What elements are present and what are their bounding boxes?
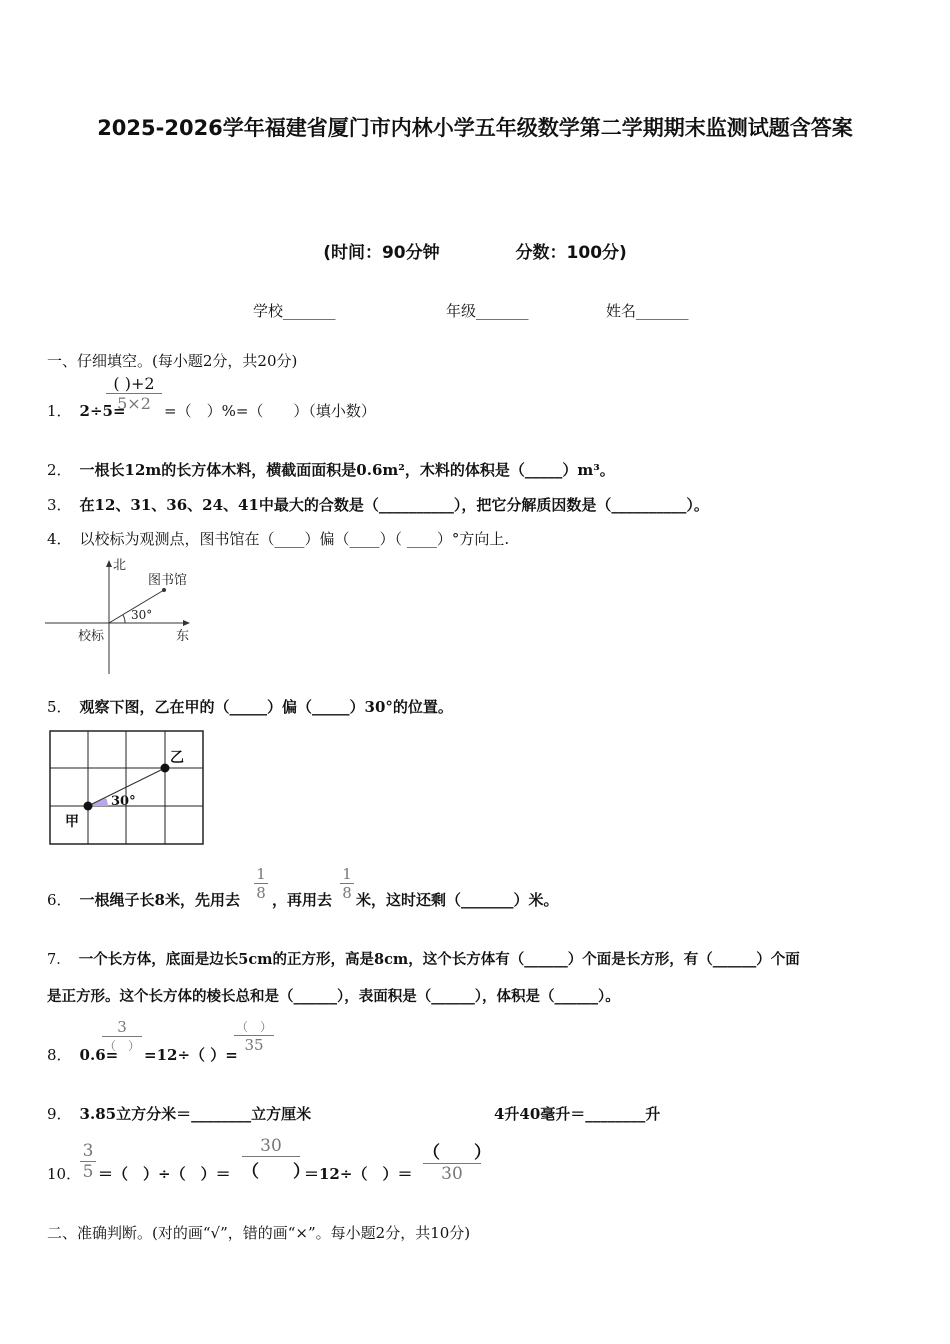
q1-fraction [106, 374, 162, 413]
q7-line2 [47, 985, 620, 1006]
q10-frac1-den: 5 [82, 1162, 94, 1182]
q3-number: 3． [47, 496, 72, 514]
section-1-heading: 一、仔细填空。(每小题2分，共20分) [47, 352, 298, 370]
q4-number: 4． [47, 530, 72, 548]
q2-number: 2． [47, 461, 72, 479]
q1-frac-numerator: ( )+2 [113, 374, 155, 393]
exam-info [0, 238, 950, 263]
q2-text: 一根长12m的长方体木料，横截面面积是0.6m²，木料的体积是（_____）m³。 [79, 461, 615, 479]
q6-number: 6． [47, 891, 72, 909]
q10-fraction-2 [242, 1136, 310, 1182]
name-field: 姓名_______ [606, 302, 689, 320]
q10-mid2-text: ＝12÷（ ）＝ [304, 1165, 413, 1183]
q8-frac1-num: 3 [117, 1018, 127, 1036]
point-a-label: 甲 [65, 814, 79, 830]
q6-frac1-num: 1 [256, 865, 266, 883]
q8-frac2-num: （ ） [235, 1020, 272, 1034]
q8-frac2-den: 35 [244, 1036, 264, 1054]
q9-right-text: 4升40毫升＝________升 [494, 1105, 661, 1123]
score-info: 分数：100分) [515, 243, 627, 263]
grid-angle-label: 30° [111, 794, 136, 809]
question-3 [47, 494, 709, 515]
q10-frac2-den: （ ） [242, 1162, 310, 1182]
q10-frac1-num: 3 [82, 1141, 94, 1161]
grade-field: 年级_______ [446, 302, 529, 320]
question-9 [47, 1103, 311, 1124]
q9-right [494, 1103, 660, 1124]
q10-number: 10． [47, 1165, 82, 1183]
q6-frac2-den: 8 [342, 884, 352, 902]
q6-part3 [356, 889, 559, 910]
q6-fraction-2 [340, 865, 354, 902]
question-5 [47, 696, 453, 717]
q8-mid-text: =12÷（ ）= [144, 1046, 238, 1064]
q10-mid1 [98, 1163, 231, 1184]
page-title: 2025-2026学年福建省厦门市内林小学五年级数学第二学期期末监测试题含答案 [97, 116, 853, 140]
school-field: 学校_______ [253, 302, 336, 320]
time-info: (时间：90分钟 [323, 243, 440, 263]
q9-number: 9． [47, 1105, 72, 1123]
q8-fraction-2 [234, 1018, 274, 1054]
north-label: 北 [113, 558, 127, 573]
q8-lead: 0.6= [79, 1046, 119, 1064]
angle-label: 30° [131, 608, 153, 622]
q8-mid [144, 1044, 238, 1065]
q10-frac3-den: 30 [441, 1164, 463, 1184]
q10-mid2 [304, 1163, 412, 1184]
q8-fraction-1 [102, 1018, 142, 1054]
q5-number: 5． [47, 698, 72, 716]
q10-fraction-1 [80, 1141, 96, 1182]
q10-mid1-text: ＝（ ）÷（ ）＝ [98, 1165, 231, 1183]
q1-number: 1． [47, 402, 72, 420]
q7-line1: 一个长方体，底面是边长5cm的正方形，高是8cm，这个长方体有（______）个面是长方形，有（______）个面 [78, 951, 800, 968]
q8-frac1-den: （ ） [103, 1039, 140, 1053]
q5-text: 观察下图，乙在甲的（_____）偏（_____）30°的位置。 [79, 698, 453, 716]
q6-frac2-num: 1 [342, 865, 352, 883]
q7-number: 7． [47, 952, 71, 968]
q4-text: 以校标为观测点，图书馆在（____）偏（____）（ ____）°方向上. [79, 530, 510, 548]
q9-left: 3.85立方分米＝________立方厘米 [79, 1105, 312, 1123]
q6-part1: 一根绳子长8米，先用去 [79, 891, 240, 909]
point-b-label: 乙 [170, 750, 184, 766]
question-6 [47, 889, 240, 910]
q1-tail: =（ ）%=（ ）（填小数） [164, 402, 376, 420]
east-label: 东 [176, 629, 190, 644]
q1-lead: 2÷5= [79, 402, 126, 420]
q6-fraction-1 [254, 865, 268, 902]
q6-part2-text: ，再用去 [272, 891, 333, 909]
q10-frac3-num: （ ） [423, 1143, 491, 1163]
q10-fraction-3 [423, 1138, 491, 1184]
grid-diagram [48, 729, 206, 847]
question-2 [47, 459, 615, 480]
question-4 [47, 528, 509, 549]
section-2-heading: 二、准确判断。(对的画“√”，错的画“×”。每小题2分，共10分) [47, 1224, 471, 1242]
q8-number: 8． [47, 1046, 72, 1064]
origin-label: 校标 [78, 629, 105, 644]
q1-frac-denominator: 5×2 [117, 394, 151, 413]
q6-part2 [272, 889, 332, 910]
library-label: 图书馆 [148, 573, 188, 588]
q6-part3-text: 米，这时还剩（_______）米。 [356, 891, 559, 909]
q7-line2-text: 是正方形。这个长方体的棱长总和是（______），表面积是（______），体积是（______）。 [47, 988, 620, 1005]
q6-frac1-den: 8 [256, 884, 266, 902]
question-7 [47, 948, 800, 969]
direction-diagram [40, 556, 210, 681]
q3-text: 在12、31、36、24、41中最大的合数是（__________），把它分解质因数是（__________）。 [79, 496, 709, 514]
q10-frac2-num: 30 [260, 1136, 282, 1156]
